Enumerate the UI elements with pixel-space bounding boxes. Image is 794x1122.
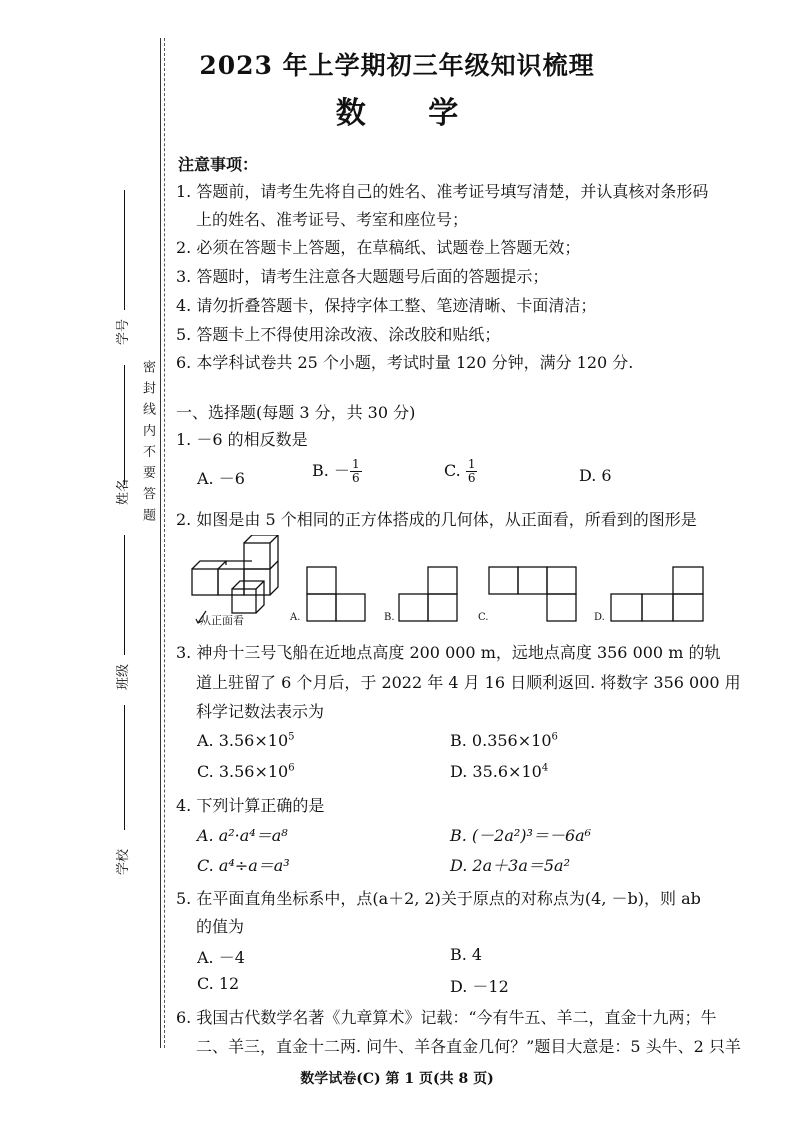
notice-heading: 注意事项： (178, 155, 259, 174)
student-id-field[interactable] (124, 190, 126, 310)
class-field[interactable] (124, 535, 126, 655)
question-1-stem: 1. －6 的相反数是 (176, 430, 308, 449)
q5-option-b: B. 4 (450, 945, 483, 964)
q2-option-d-label: D. (594, 612, 605, 623)
q5-option-c: C. 12 (197, 974, 240, 993)
page-footer: 数学试卷(C) 第 1 页(共 8 页) (300, 1071, 494, 1087)
q4-option-b: B. (－2a²)³＝－6a⁶ (450, 826, 592, 845)
question-5-stem-line2: 的值为 (196, 917, 245, 936)
q2-option-b-figure (398, 566, 458, 622)
exam-title: 2023 年上学期初三年级知识梳理 (199, 51, 595, 80)
question-3-stem-line1: 3. 神舟十三号飞船在近地点高度 200 000 m，远地点高度 356 000 m 的轨 (176, 643, 721, 662)
name-field[interactable] (124, 365, 126, 485)
q3-option-a: A. $3.56\times 10^5$ (197, 731, 295, 750)
q4-option-a: A. a²·a⁴＝a⁸ (197, 826, 288, 845)
q1-option-c: C. $\frac{1}{6}$ (444, 457, 476, 485)
question-3-stem-line3: 科学记数法表示为 (196, 702, 325, 721)
binding-line (160, 38, 161, 1048)
notice-item: 5. 答题卡上不得使用涂改液、涂改胶和贴纸； (176, 325, 501, 344)
question-2-stem: 2. 如图是由 5 个相同的正方体搭成的几何体，从正面看，所看到的图形是 (176, 510, 697, 529)
notice-item: 2. 必须在答题卡上答题，在草稿纸、试题卷上答题无效； (176, 238, 581, 257)
q2-option-c-label: C. (478, 612, 489, 623)
q2-view-label: 从正面看 (200, 614, 244, 627)
q2-option-a-figure (306, 566, 366, 622)
q3-option-b: B. $0.356\times 10^6$ (450, 731, 558, 750)
q2-option-a-label: A. (290, 612, 301, 623)
q3-option-c: C. $3.56\times 10^6$ (197, 762, 295, 781)
q2-option-d-figure (610, 566, 704, 622)
school-field[interactable] (124, 705, 126, 830)
q5-option-a: A. －4 (197, 948, 245, 967)
student-id-label: 学号 (116, 318, 131, 345)
class-label: 班级 (116, 663, 131, 690)
notice-item: 1. 答题前，请考生先将自己的姓名、准考证号填写清楚，并认真核对条形码 (176, 182, 709, 201)
name-label: 姓名 (116, 478, 131, 505)
seal-warning: 密 封 线 内 不 要 答 题 (140, 360, 155, 523)
seal-dashed-line (164, 38, 165, 1048)
q1-option-b: B. － $\frac{1}{6}$ (312, 457, 360, 485)
q2-option-b-label: B. (384, 612, 395, 623)
q1-option-a: A. －6 (197, 469, 245, 488)
q1-option-d: D. 6 (579, 466, 612, 485)
question-6-stem-line1: 6. 我国古代数学名著《九章算术》记载：“今有牛五、羊二，直金十九两；牛 (176, 1008, 717, 1027)
q5-option-d: D. －12 (450, 977, 509, 996)
question-5-stem-line1: 5. 在平面直角坐标系中，点(a＋2, 2)关于原点的对称点为(4, －b)，则 ab (176, 889, 701, 908)
school-label: 学校 (116, 848, 131, 875)
q4-option-c: C. a⁴÷a＝a³ (197, 856, 290, 875)
notice-item: 4. 请勿折叠答题卡，保持字体工整、笔迹清晰、卡面清洁； (176, 296, 597, 315)
section-heading: 一、选择题(每题 3 分，共 30 分) (176, 403, 416, 422)
question-3-stem-line2: 道上驻留了 6 个月后，于 2022 年 4 月 16 日顺利返回. 将数字 356 000 用 (196, 673, 741, 692)
notice-item: 6. 本学科试卷共 25 个小题，考试时量 120 分钟，满分 120 分. (176, 353, 634, 372)
q3-option-d: D. $35.6\times 10^4$ (450, 762, 549, 781)
notice-item: 上的姓名、准考证号、考室和座位号； (196, 210, 469, 229)
question-4-stem: 4. 下列计算正确的是 (176, 796, 325, 815)
q4-option-d: D. 2a＋3a＝5a² (450, 856, 571, 875)
subject-title: 数 学 (335, 96, 485, 131)
question-6-stem-line2: 二、羊三，直金十二两. 问牛、羊各直金几何？”题目大意是：5 头牛、2 只羊 (196, 1037, 741, 1056)
q2-option-c-figure (488, 566, 578, 622)
notice-item: 3. 答题时，请考生注意各大题题号后面的答题提示； (176, 267, 549, 286)
